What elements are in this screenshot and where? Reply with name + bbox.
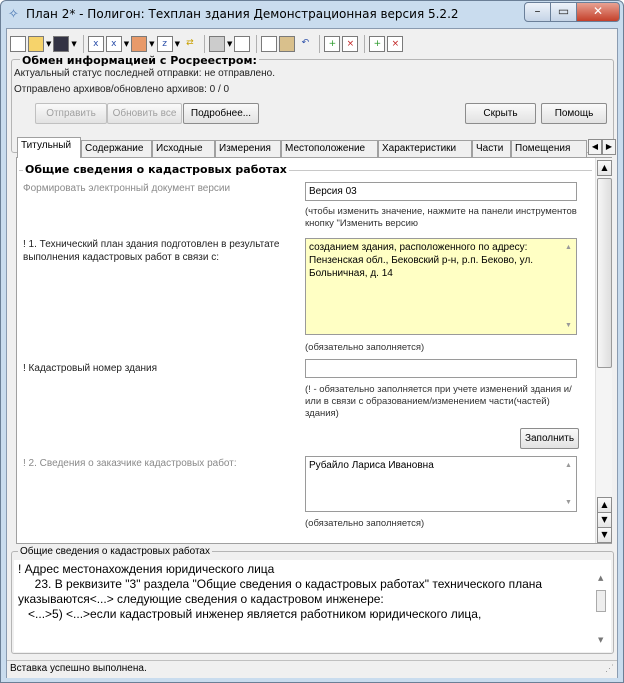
scroll-down-button[interactable]: ▼ <box>597 512 612 528</box>
exchange-title: Обмен информацией с Росреестром: <box>22 54 257 67</box>
scroll-down-icon: ▼ <box>565 499 572 506</box>
help-text <box>18 562 588 622</box>
add-item-icon: + <box>369 36 385 52</box>
chevron-down-icon: ▼ <box>149 40 155 48</box>
customer-textarea[interactable] <box>305 456 577 512</box>
tab-scroll-right-button[interactable]: ▶ <box>602 139 616 155</box>
status-bar <box>7 660 617 678</box>
scroll-down-icon: ▼ <box>598 636 604 644</box>
check-icon <box>131 36 147 52</box>
cadastral-number-hint: (! - обязательно заполняется при учете изменений здания и/или в связи с образованием/изменением части(частей) здания) <box>305 384 572 419</box>
cadastral-number-field[interactable] <box>305 359 577 378</box>
copy-button[interactable] <box>261 34 277 54</box>
xml-icon: x <box>88 36 104 52</box>
print-button[interactable] <box>209 34 232 54</box>
customer-label: ! 2. Сведения о заказчике кадастровых работ: <box>23 458 237 469</box>
scroll-end-button[interactable]: ▼ <box>597 527 612 543</box>
tab-rooms[interactable]: Помещения <box>511 140 587 157</box>
scroll-thumb[interactable] <box>596 590 606 612</box>
version-hint: (чтобы изменить значение, нажмите на панели инструментов кнопку "Изменить версию <box>305 206 577 229</box>
floppy-icon <box>53 36 69 52</box>
add-item-button[interactable] <box>369 34 385 54</box>
refresh-all-button[interactable]: Обновить все <box>107 103 182 124</box>
status-text: Вставка успешно выполнена. <box>10 663 147 674</box>
paste-button[interactable] <box>279 34 295 54</box>
tab-scroll-left-button[interactable]: ◀ <box>588 139 602 155</box>
add-row-icon: + <box>324 36 340 52</box>
help-line: <...>5) <...>если кадастровый инженер является работником юридического лица, <box>18 607 482 621</box>
exchange-status-line: Актуальный статус последней отправки: не отправлено. <box>14 68 275 79</box>
zip-icon: z <box>157 36 173 52</box>
scroll-down-button[interactable]: ▲ <box>597 497 612 513</box>
tab-contents[interactable]: Содержание <box>81 140 152 157</box>
tab-characteristics[interactable]: Характеристики <box>378 140 472 157</box>
help-scrollbar[interactable] <box>594 560 610 652</box>
folder-icon <box>28 36 44 52</box>
undo-icon: ↶ <box>301 38 310 48</box>
version-label: Формировать электронный документ версии <box>23 183 231 194</box>
resize-grip-icon[interactable]: ⋰ <box>605 663 614 673</box>
zip-button[interactable] <box>157 34 180 54</box>
preview-icon <box>234 36 250 52</box>
check-button[interactable] <box>131 34 154 54</box>
tab-parts[interactable]: Части <box>472 140 511 157</box>
delete-item-icon: × <box>387 36 403 52</box>
scroll-thumb[interactable] <box>597 178 612 368</box>
help-title: Общие сведения о кадастровых работах <box>20 546 210 557</box>
close-button[interactable]: ✕ <box>576 2 620 22</box>
tab-source[interactable]: Исходные <box>152 140 215 157</box>
tab-location[interactable]: Местоположение <box>281 140 378 157</box>
delete-row-button[interactable] <box>342 34 358 54</box>
hide-button[interactable]: Скрыть <box>465 103 536 124</box>
swap-icon: ⇄ <box>186 38 194 48</box>
cadastral-number-label: ! Кадастровый номер здания <box>23 363 158 374</box>
scroll-down-icon: ▼ <box>565 322 572 329</box>
version-field[interactable]: Версия 03 <box>305 182 577 201</box>
tab-strip <box>17 137 617 157</box>
copy-icon <box>261 36 277 52</box>
customer-required-hint: (обязательно заполняется) <box>305 518 425 529</box>
tab-title-page[interactable]: Титульный <box>17 137 81 158</box>
customer-text: Рубайло Лариса Ивановна <box>309 460 434 471</box>
details-button[interactable]: Подробнее... <box>183 103 259 124</box>
scroll-up-icon: ▲ <box>565 462 572 469</box>
maximize-button[interactable]: ▭ <box>550 2 577 22</box>
scroll-up-icon: ▲ <box>598 574 604 582</box>
save-button[interactable] <box>53 34 76 54</box>
title-page-panel <box>16 157 612 544</box>
chevron-down-icon: ▼ <box>46 40 52 48</box>
toolbar-separator <box>256 35 257 53</box>
app-icon: ✧ <box>8 7 19 22</box>
window-title: План 2* - Полигон: Техплан здания Демонстрационная версия 5.2.2 <box>26 7 459 21</box>
chevron-down-icon: ▼ <box>123 40 130 48</box>
printer-icon <box>209 36 225 52</box>
add-row-button[interactable] <box>324 34 340 54</box>
toolbar-separator <box>83 35 84 53</box>
preview-button[interactable] <box>234 34 250 54</box>
help-group <box>11 546 614 654</box>
tab-measurements[interactable]: Измерения <box>215 140 281 157</box>
toolbar-separator <box>364 35 365 53</box>
client-area <box>6 28 618 678</box>
swap-button[interactable] <box>182 34 198 54</box>
send-button[interactable]: Отправить <box>35 103 107 124</box>
tab-scroll-arrows <box>588 139 616 155</box>
toolbar-separator <box>319 35 320 53</box>
reason-required-hint: (обязательно заполняется) <box>305 342 425 353</box>
new-file-button[interactable] <box>10 34 26 54</box>
toolbar-separator <box>204 35 205 53</box>
paste-icon <box>279 36 295 52</box>
exchange-archives-line: Отправлено архивов/обновлено архивов: 0 / 0 <box>14 84 230 95</box>
toolbar <box>10 32 614 56</box>
reason-textarea[interactable] <box>305 238 577 335</box>
scroll-up-button[interactable]: ▲ <box>597 160 612 176</box>
xml-import-button[interactable] <box>106 34 129 54</box>
chevron-down-icon: ▼ <box>226 40 233 48</box>
open-button[interactable] <box>28 34 51 54</box>
new-file-icon <box>10 36 26 52</box>
fill-button[interactable]: Заполнить <box>520 428 579 449</box>
delete-item-button[interactable] <box>387 34 403 54</box>
xml-export-button[interactable] <box>88 34 104 54</box>
help-line: 23. В реквизите "3" раздела "Общие сведения о кадастровых работах" технического плана указываются<...> следующие сведения о кадастровом инженере: <box>18 577 546 606</box>
panel-scrollbar[interactable] <box>595 158 612 543</box>
form-content <box>17 158 595 543</box>
help-textbox[interactable] <box>14 560 611 652</box>
chevron-down-icon: ▼ <box>71 40 77 48</box>
reason-label: ! 1. Технический план здания подготовлен в результате выполнения кадастровых работ в связи с: <box>23 239 280 263</box>
customer-scrollbar[interactable] <box>563 457 576 511</box>
scroll-up-icon: ▲ <box>565 244 572 251</box>
chevron-down-icon: ▼ <box>174 40 180 48</box>
minimize-button[interactable]: – <box>524 2 551 22</box>
section-title: Общие сведения о кадастровых работах <box>25 163 287 176</box>
reason-scrollbar[interactable] <box>563 239 576 334</box>
reason-text: созданием здания, расположенного по адресу: Пензенская обл., Бековский р-н, р.п. Беково, ул. Больничная, д. 14 <box>309 242 534 279</box>
xml-icon: x <box>106 36 122 52</box>
help-line: ! Адрес местонахождения юридического лица <box>18 562 275 576</box>
delete-row-icon: × <box>342 36 358 52</box>
help-button[interactable]: Помощь <box>541 103 607 124</box>
undo-button[interactable] <box>297 34 313 54</box>
title-bar[interactable] <box>1 1 623 27</box>
